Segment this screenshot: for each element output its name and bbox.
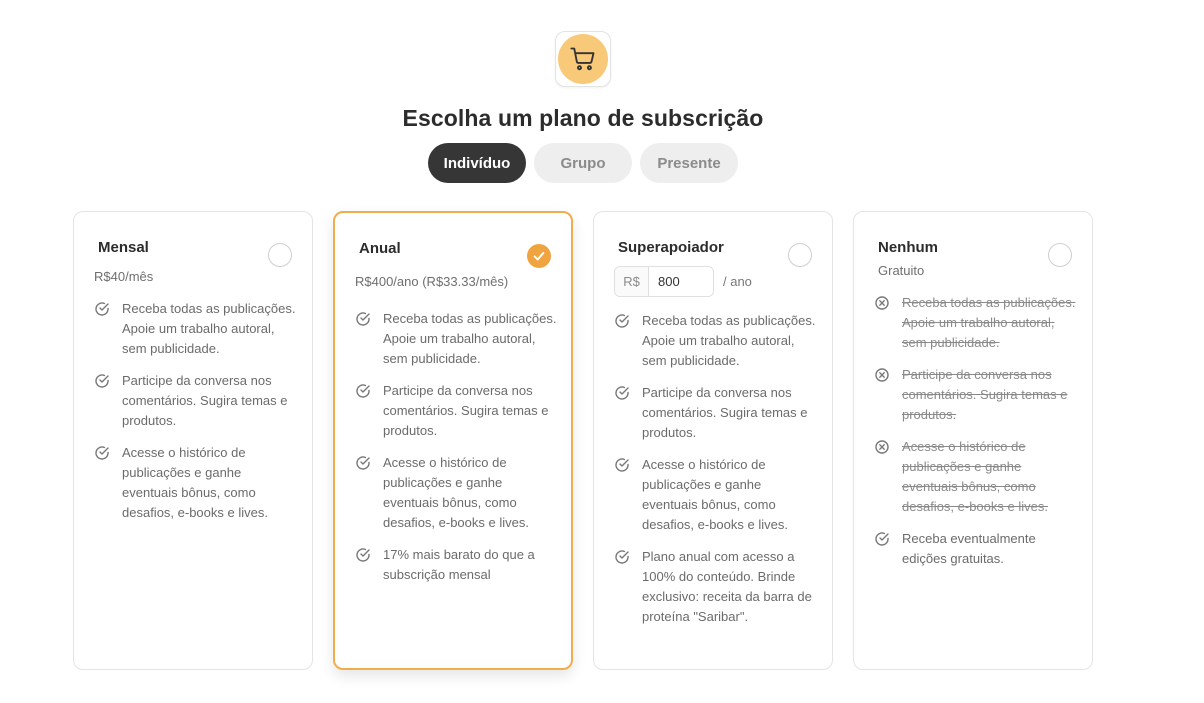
shopping-cart-icon [569, 45, 597, 73]
plan-card-nenhum[interactable] [853, 211, 1093, 670]
plan-title: Anual [359, 240, 401, 257]
feature-item-excluded [874, 437, 1079, 517]
plan-price: R$400/ano (R$33.33/mês) [355, 274, 509, 289]
currency-prefix: R$ [615, 267, 649, 296]
feature-item [94, 371, 299, 431]
plan-title: Mensal [98, 239, 149, 256]
check-circle-icon [355, 547, 371, 563]
feature-text: Receba todas as publicações. Apoie um trabalho autoral, sem publicidade. [122, 301, 296, 356]
feature-item [355, 381, 560, 441]
logo [555, 31, 611, 87]
feature-text: Receba todas as publicações. Apoie um trabalho autoral, sem publicidade. [902, 295, 1076, 350]
tab-grupo[interactable]: Grupo [534, 143, 632, 183]
check-circle-icon [94, 445, 110, 461]
feature-text: Participe da conversa nos comentários. Sugira temas e produtos. [902, 367, 1068, 422]
check-circle-icon [355, 455, 371, 471]
check-circle-icon [355, 383, 371, 399]
feature-list [94, 299, 299, 535]
x-circle-icon [874, 367, 890, 383]
feature-text: Acesse o histórico de publicações e ganhe eventuais bônus, como desafios, e-books e lives. [642, 457, 788, 532]
plan-title: Superapoiador [618, 239, 724, 256]
page-title: Escolha um plano de subscrição [402, 105, 764, 131]
feature-item [94, 299, 299, 359]
tab-individuo[interactable]: Indivíduo [428, 143, 526, 183]
feature-item [94, 443, 299, 523]
plan-radio[interactable] [1048, 243, 1072, 267]
tab-presente[interactable]: Presente [640, 143, 738, 183]
plan-price: R$40/mês [94, 269, 154, 284]
feature-text: 17% mais barato do que a subscrição mensal [383, 547, 535, 582]
per-year-label: / ano [723, 274, 752, 289]
feature-item-excluded [874, 365, 1079, 425]
plan-price: Gratuito [878, 263, 925, 278]
feature-text: Acesse o histórico de publicações e ganhe eventuais bônus, como desafios, e-books e lives. [383, 455, 529, 530]
plan-radio[interactable] [268, 243, 292, 267]
feature-item [614, 311, 819, 371]
plan-radio[interactable] [788, 243, 812, 267]
feature-text: Acesse o histórico de publicações e ganhe eventuais bônus, como desafios, e-books e lives. [902, 439, 1048, 514]
feature-text: Receba todas as publicações. Apoie um trabalho autoral, sem publicidade. [383, 311, 557, 366]
amount-input[interactable] [649, 267, 713, 296]
feature-text: Receba todas as publicações. Apoie um trabalho autoral, sem publicidade. [642, 313, 816, 368]
amount-field [614, 266, 714, 297]
feature-list [874, 293, 1079, 581]
feature-text: Participe da conversa nos comentários. Sugira temas e produtos. [383, 383, 549, 438]
feature-text: Participe da conversa nos comentários. Sugira temas e produtos. [642, 385, 808, 440]
feature-item [355, 545, 560, 585]
checkmark-icon [532, 249, 546, 263]
feature-text: Receba eventualmente edições gratuitas. [902, 531, 1036, 566]
feature-text: Acesse o histórico de publicações e ganhe eventuais bônus, como desafios, e-books e lives. [122, 445, 268, 520]
plan-type-tabs [428, 143, 738, 183]
check-circle-icon [94, 373, 110, 389]
check-circle-icon [614, 549, 630, 565]
x-circle-icon [874, 295, 890, 311]
feature-item [614, 455, 819, 535]
feature-text: Plano anual com acesso a 100% do conteúdo. Brinde exclusivo: receita da barra de proteína "Saribar". [642, 549, 812, 624]
feature-list [355, 309, 560, 597]
check-circle-icon [614, 385, 630, 401]
feature-list [614, 311, 819, 639]
plan-card-mensal[interactable] [73, 211, 313, 670]
feature-item [355, 453, 560, 533]
feature-item [874, 529, 1079, 569]
x-circle-icon [874, 439, 890, 455]
feature-item [355, 309, 560, 369]
check-circle-icon [614, 313, 630, 329]
plan-card-superapoiador[interactable] [593, 211, 833, 670]
logo-circle [558, 34, 608, 84]
feature-item-excluded [874, 293, 1079, 353]
check-circle-icon [874, 531, 890, 547]
plan-card-anual[interactable] [333, 211, 573, 670]
check-circle-icon [355, 311, 371, 327]
feature-item [614, 383, 819, 443]
plan-radio-checked[interactable] [527, 244, 551, 268]
feature-text: Participe da conversa nos comentários. Sugira temas e produtos. [122, 373, 288, 428]
check-circle-icon [94, 301, 110, 317]
amount-row [614, 266, 752, 297]
check-circle-icon [614, 457, 630, 473]
plan-title: Nenhum [878, 239, 938, 256]
feature-item [614, 547, 819, 627]
